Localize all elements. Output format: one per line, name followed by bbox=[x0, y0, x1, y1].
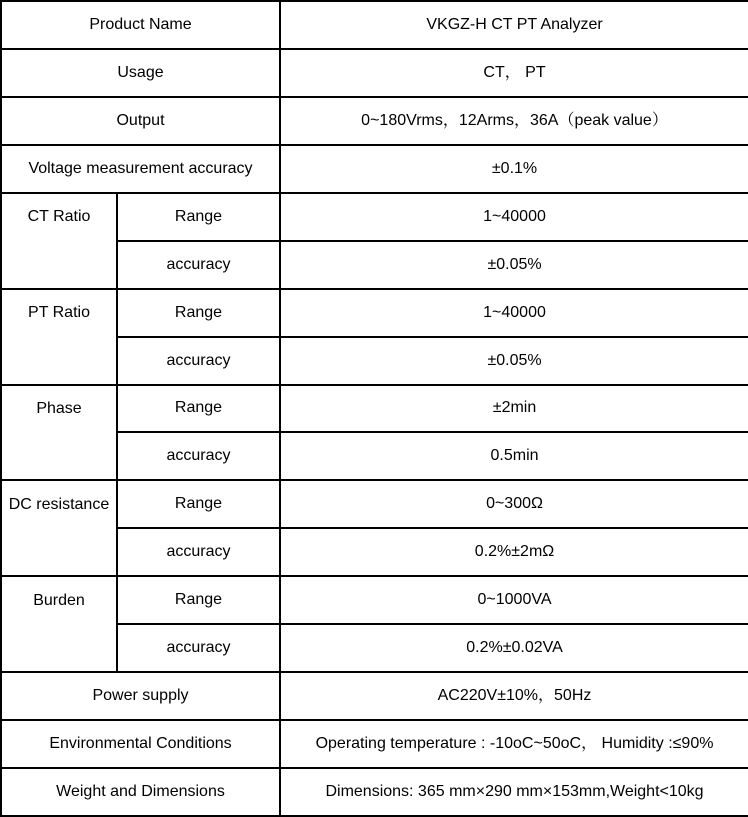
phase-range-value: ±2min bbox=[280, 385, 748, 433]
table-row bbox=[1, 1, 748, 49]
table-row bbox=[1, 528, 748, 576]
usage-value: CT， PT bbox=[280, 49, 748, 97]
table-row bbox=[1, 576, 748, 624]
voltage-accuracy-label: Voltage measurement accuracy bbox=[1, 145, 280, 193]
pt-ratio-accuracy-label: accuracy bbox=[117, 337, 280, 385]
dc-resistance-blank bbox=[1, 528, 117, 576]
weight-dimensions-value: Dimensions: 365 mm×290 mm×153mm,Weight<10kg bbox=[280, 768, 748, 816]
pt-ratio-blank bbox=[1, 337, 117, 385]
weight-dimensions-label: Weight and Dimensions bbox=[1, 768, 280, 816]
power-supply-value: AC220V±10%，50Hz bbox=[280, 672, 748, 720]
phase-range-label: Range bbox=[117, 385, 280, 433]
dc-resistance-label: DC resistance bbox=[1, 480, 117, 528]
environmental-value: Operating temperature : -10oC~50oC， Humidity :≤90% bbox=[280, 720, 748, 768]
table-row bbox=[1, 720, 748, 768]
ct-ratio-accuracy-label: accuracy bbox=[117, 241, 280, 289]
table-row bbox=[1, 768, 748, 816]
table-row bbox=[1, 672, 748, 720]
dc-resistance-range-label: Range bbox=[117, 480, 280, 528]
dc-resistance-accuracy-label: accuracy bbox=[117, 528, 280, 576]
pt-ratio-range-label: Range bbox=[117, 289, 280, 337]
burden-range-label: Range bbox=[117, 576, 280, 624]
output-value: 0~180Vrms，12Arms，36A（peak value） bbox=[280, 97, 748, 145]
phase-blank bbox=[1, 432, 117, 480]
table-row bbox=[1, 49, 748, 97]
ct-ratio-range-value: 1~40000 bbox=[280, 193, 748, 241]
pt-ratio-range-value: 1~40000 bbox=[280, 289, 748, 337]
pt-ratio-accuracy-value: ±0.05% bbox=[280, 337, 748, 385]
dc-resistance-range-value: 0~300Ω bbox=[280, 480, 748, 528]
phase-accuracy-value: 0.5min bbox=[280, 432, 748, 480]
voltage-accuracy-value: ±0.1% bbox=[280, 145, 748, 193]
burden-range-value: 0~1000VA bbox=[280, 576, 748, 624]
table-row bbox=[1, 241, 748, 289]
table-row bbox=[1, 193, 748, 241]
product-name-value: VKGZ-H CT PT Analyzer bbox=[280, 1, 748, 49]
burden-accuracy-value: 0.2%±0.02VA bbox=[280, 624, 748, 672]
burden-blank bbox=[1, 624, 117, 672]
table-row bbox=[1, 145, 748, 193]
ct-ratio-blank bbox=[1, 241, 117, 289]
dc-resistance-accuracy-value: 0.2%±2mΩ bbox=[280, 528, 748, 576]
ct-ratio-range-label: Range bbox=[117, 193, 280, 241]
burden-accuracy-label: accuracy bbox=[117, 624, 280, 672]
table-row bbox=[1, 624, 748, 672]
power-supply-label: Power supply bbox=[1, 672, 280, 720]
environmental-label: Environmental Conditions bbox=[1, 720, 280, 768]
table-row bbox=[1, 289, 748, 337]
burden-label: Burden bbox=[1, 576, 117, 624]
product-name-label: Product Name bbox=[1, 1, 280, 49]
output-label: Output bbox=[1, 97, 280, 145]
ct-ratio-label: CT Ratio bbox=[1, 193, 117, 241]
phase-label: Phase bbox=[1, 385, 117, 433]
table-row bbox=[1, 97, 748, 145]
table-row bbox=[1, 385, 748, 433]
table-row bbox=[1, 480, 748, 528]
ct-ratio-accuracy-value: ±0.05% bbox=[280, 241, 748, 289]
table-row bbox=[1, 432, 748, 480]
table-row bbox=[1, 337, 748, 385]
usage-label: Usage bbox=[1, 49, 280, 97]
pt-ratio-label: PT Ratio bbox=[1, 289, 117, 337]
phase-accuracy-label: accuracy bbox=[117, 432, 280, 480]
